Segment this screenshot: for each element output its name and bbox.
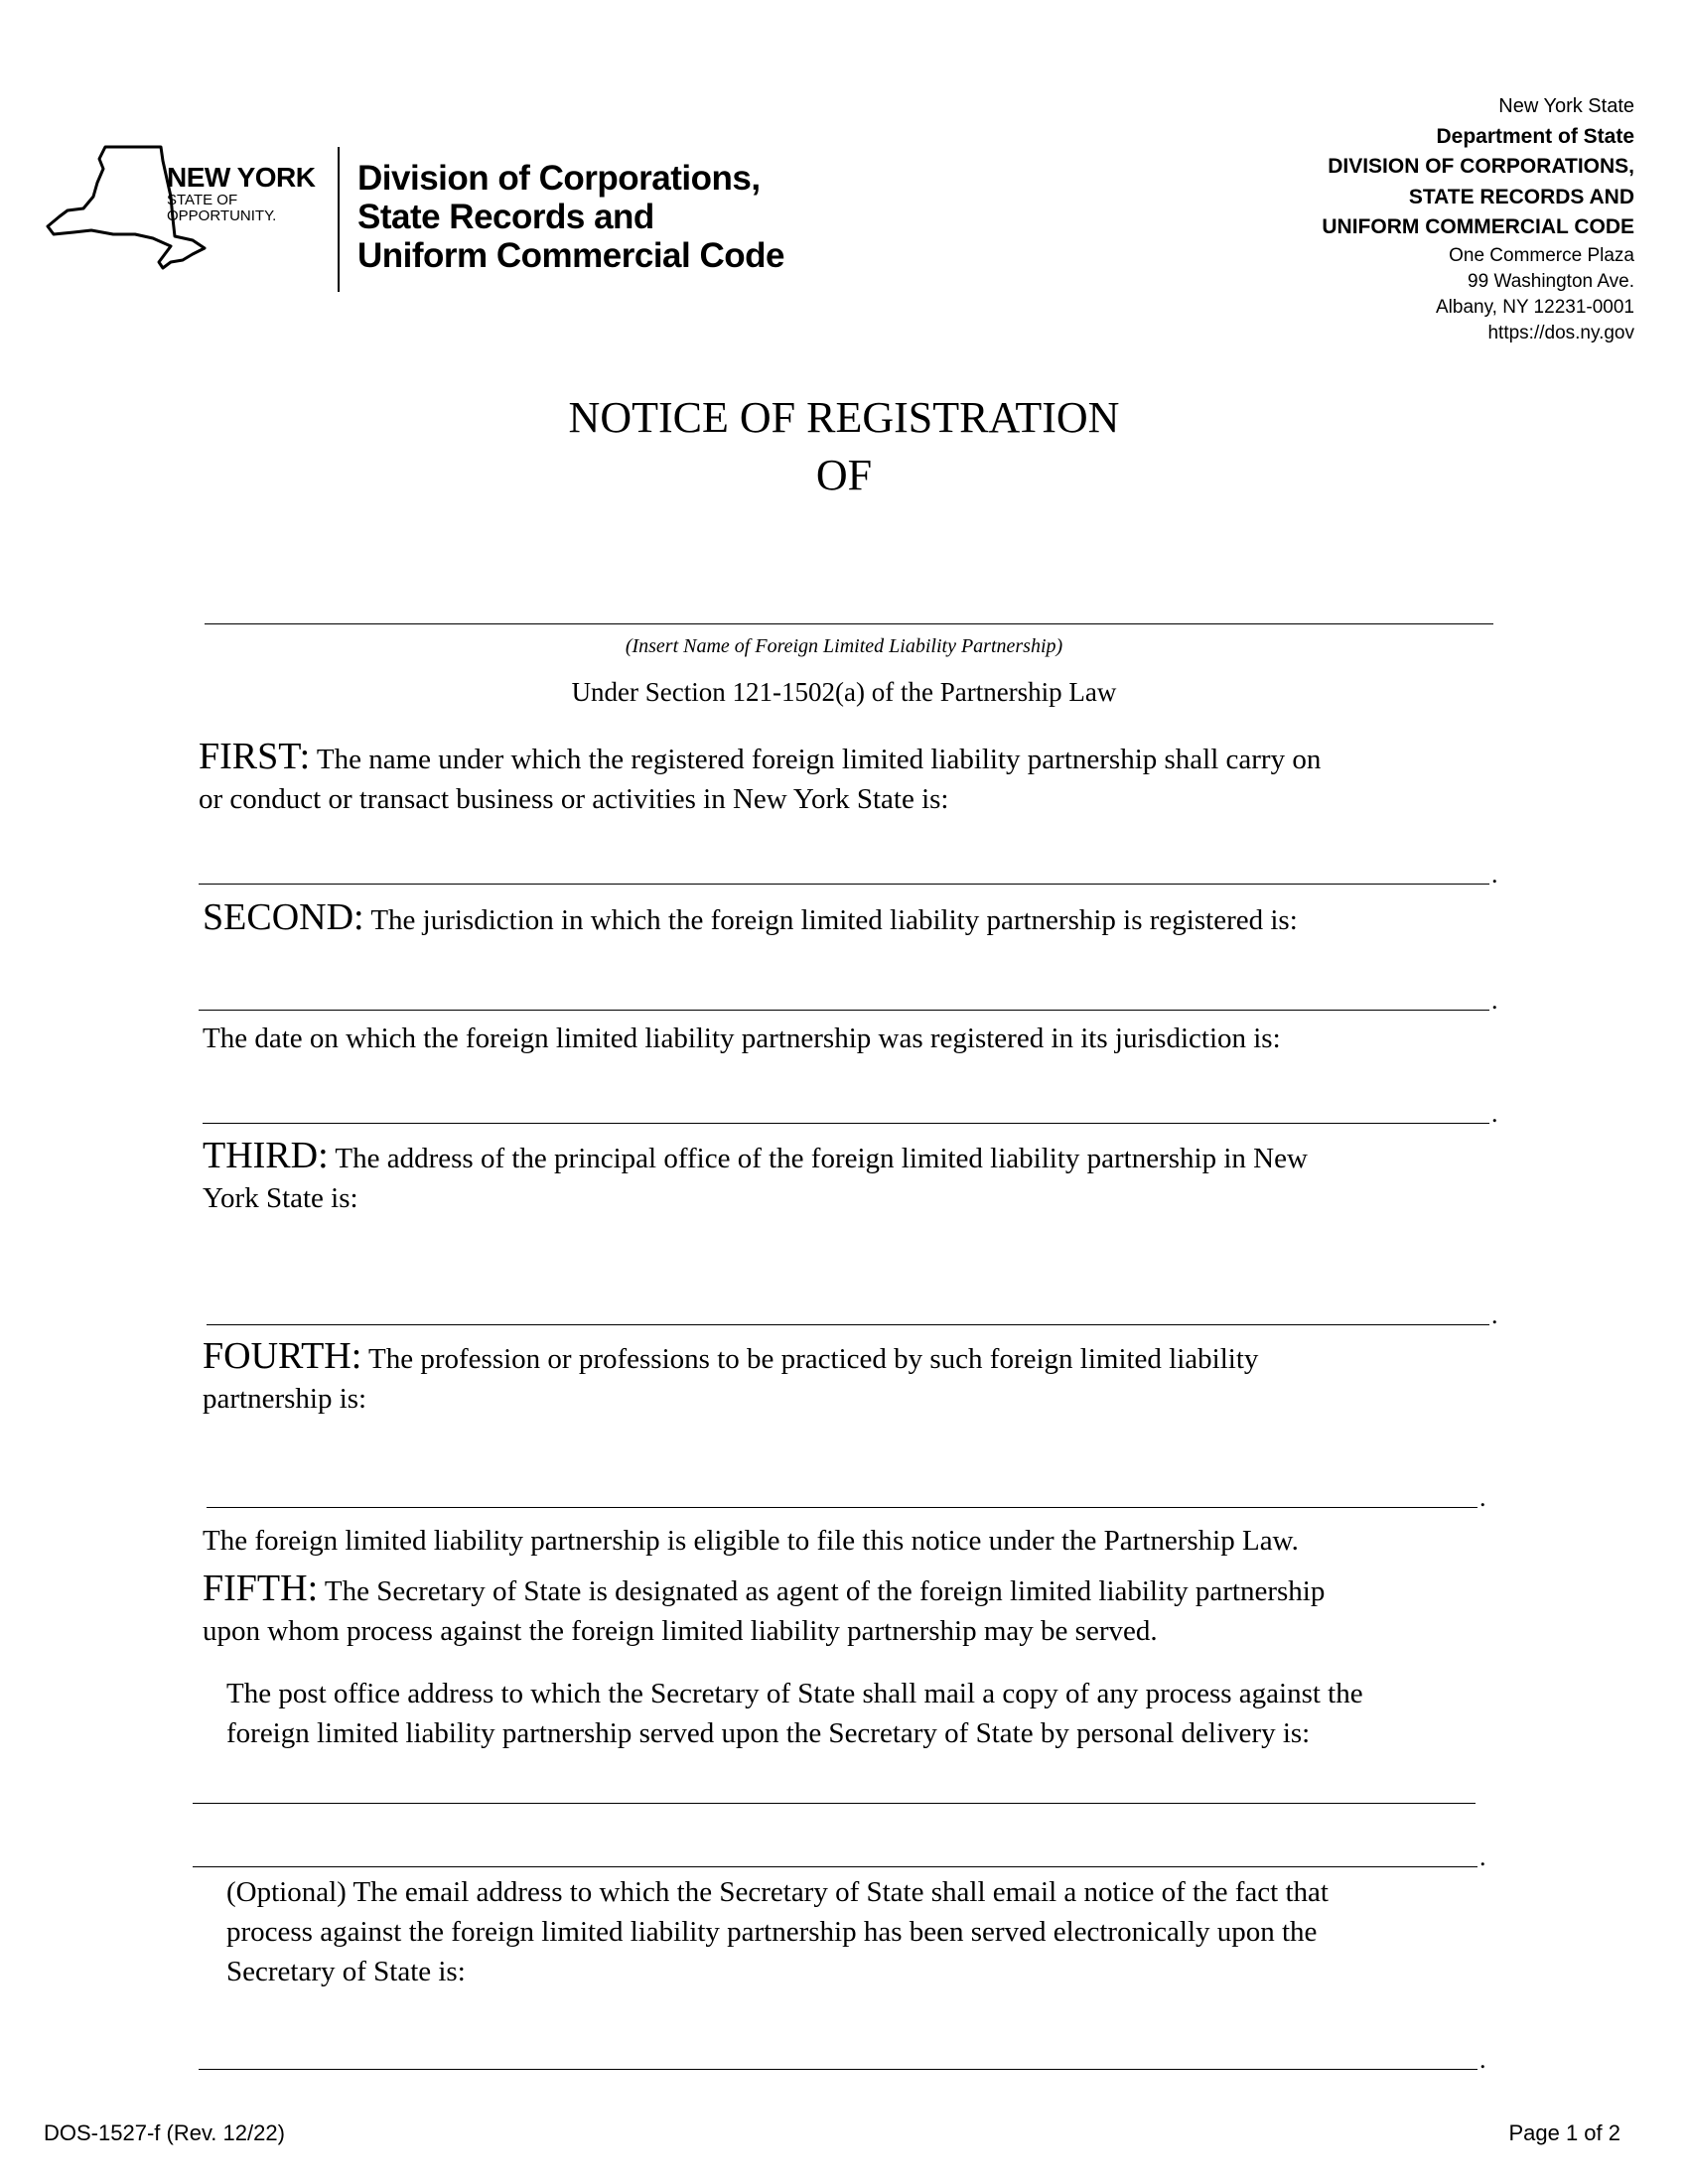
logo-tagline-line2: OPPORTUNITY. — [167, 207, 277, 224]
second-period: . — [1491, 986, 1498, 1015]
post-office-line2: foreign limited liability partnership served upon the Secretary of State by personal delivery is: — [226, 1717, 1311, 1749]
registration-date-field[interactable] — [203, 1123, 1489, 1124]
second-label: SECOND: — [203, 896, 364, 938]
jurisdiction-field[interactable] — [199, 1010, 1489, 1011]
logo-new-york-text: NEW YORK — [167, 162, 316, 193]
fifth-label: FIFTH: — [203, 1568, 319, 1609]
date-period: . — [1491, 1099, 1498, 1128]
address-division-line1: DIVISION OF CORPORATIONS, — [1328, 155, 1634, 178]
address-department: Department of State — [1436, 124, 1634, 148]
first-text-line1: The name under which the registered foreign limited liability partnership shall carry on — [316, 744, 1322, 775]
second-text: The jurisdiction in which the foreign limited liability partnership is registered is: — [370, 904, 1298, 936]
fourth-label: FOURTH: — [203, 1335, 362, 1377]
fifth-text-line1: The Secretary of State is designated as agent of the foreign limited liability partnership — [324, 1575, 1326, 1607]
fourth-paragraph — [203, 1336, 1258, 1419]
address-city: Albany, NY 12231-0001 — [1435, 296, 1634, 318]
fourth-text-line2: partnership is: — [203, 1383, 367, 1415]
first-period: . — [1491, 860, 1498, 888]
address-street1: One Commerce Plaza — [1449, 244, 1634, 266]
business-name-field[interactable] — [199, 884, 1489, 885]
registration-date-text: The date on which the foreign limited liability partnership was registered in its jurisdiction is: — [203, 1023, 1281, 1054]
form-title-line2: OF — [815, 451, 873, 499]
address-block — [1322, 91, 1634, 346]
page-number: Page 1 of 2 — [1508, 2120, 1620, 2145]
address-division-line2: STATE RECORDS AND — [1408, 185, 1634, 208]
division-title-line2: State Records and — [357, 198, 654, 236]
logo-divider — [338, 147, 340, 292]
name-field-caption: (Insert Name of Foreign Limited Liability Partnership) — [625, 635, 1063, 657]
first-paragraph — [199, 737, 1321, 819]
statute-reference: Under Section 121-1502(a) of the Partnership Law — [571, 677, 1117, 707]
post-office-paragraph — [226, 1674, 1363, 1753]
form-number: DOS-1527-f (Rev. 12/22) — [44, 2120, 285, 2145]
address-street2: 99 Washington Ave. — [1468, 270, 1634, 292]
post-office-address-field-line2[interactable] — [193, 1866, 1477, 1867]
principal-office-address-field[interactable] — [207, 1324, 1489, 1325]
email-line1: (Optional) The email address to which the Secretary of State shall email a notice of the fact that — [226, 1876, 1329, 1908]
email-line3: Secretary of State is: — [226, 1956, 466, 1987]
eligibility-statement: The foreign limited liability partnership is eligible to file this notice under the Partnership Law. — [203, 1525, 1299, 1557]
third-period: . — [1491, 1300, 1498, 1329]
third-label: THIRD: — [203, 1135, 329, 1176]
llp-name-field[interactable] — [205, 623, 1493, 624]
email-address-field[interactable] — [199, 2069, 1477, 2070]
fifth-text-line2: upon whom process against the foreign limited liability partnership may be served. — [203, 1615, 1158, 1647]
email-line2: process against the foreign limited liability partnership has been served electronically upon the — [226, 1916, 1318, 1948]
logo-tagline — [167, 193, 276, 224]
address-state: New York State — [1498, 95, 1634, 117]
form-title-line1: NOTICE OF REGISTRATION — [568, 393, 1120, 442]
address-division-line3: UNIFORM COMMERCIAL CODE — [1322, 215, 1634, 238]
first-text-line2: or conduct or transact business or activities in New York State is: — [199, 783, 949, 815]
fifth-paragraph — [203, 1569, 1325, 1651]
post-office-address-field-line1[interactable] — [193, 1803, 1476, 1804]
logo-tagline-line1: STATE OF — [167, 192, 238, 208]
third-text-line2: York State is: — [203, 1182, 358, 1214]
post-office-line1: The post office address to which the Secretary of State shall mail a copy of any process against the — [226, 1678, 1363, 1709]
third-paragraph — [203, 1136, 1308, 1218]
email-period: . — [1479, 2045, 1486, 2074]
division-title — [357, 159, 784, 275]
address-website: https://dos.ny.gov — [1487, 322, 1634, 343]
email-paragraph — [226, 1872, 1329, 1991]
second-paragraph — [203, 897, 1298, 940]
profession-field[interactable] — [207, 1507, 1477, 1508]
third-text-line1: The address of the principal office of the foreign limited liability partnership in New — [335, 1143, 1308, 1174]
first-label: FIRST: — [199, 736, 311, 777]
post-office-period: . — [1479, 1843, 1486, 1871]
fourth-period: . — [1479, 1483, 1486, 1512]
fourth-text-line1: The profession or professions to be practiced by such foreign limited liability — [368, 1343, 1259, 1375]
division-title-line1: Division of Corporations, — [357, 159, 761, 198]
division-title-line3: Uniform Commercial Code — [357, 236, 784, 275]
